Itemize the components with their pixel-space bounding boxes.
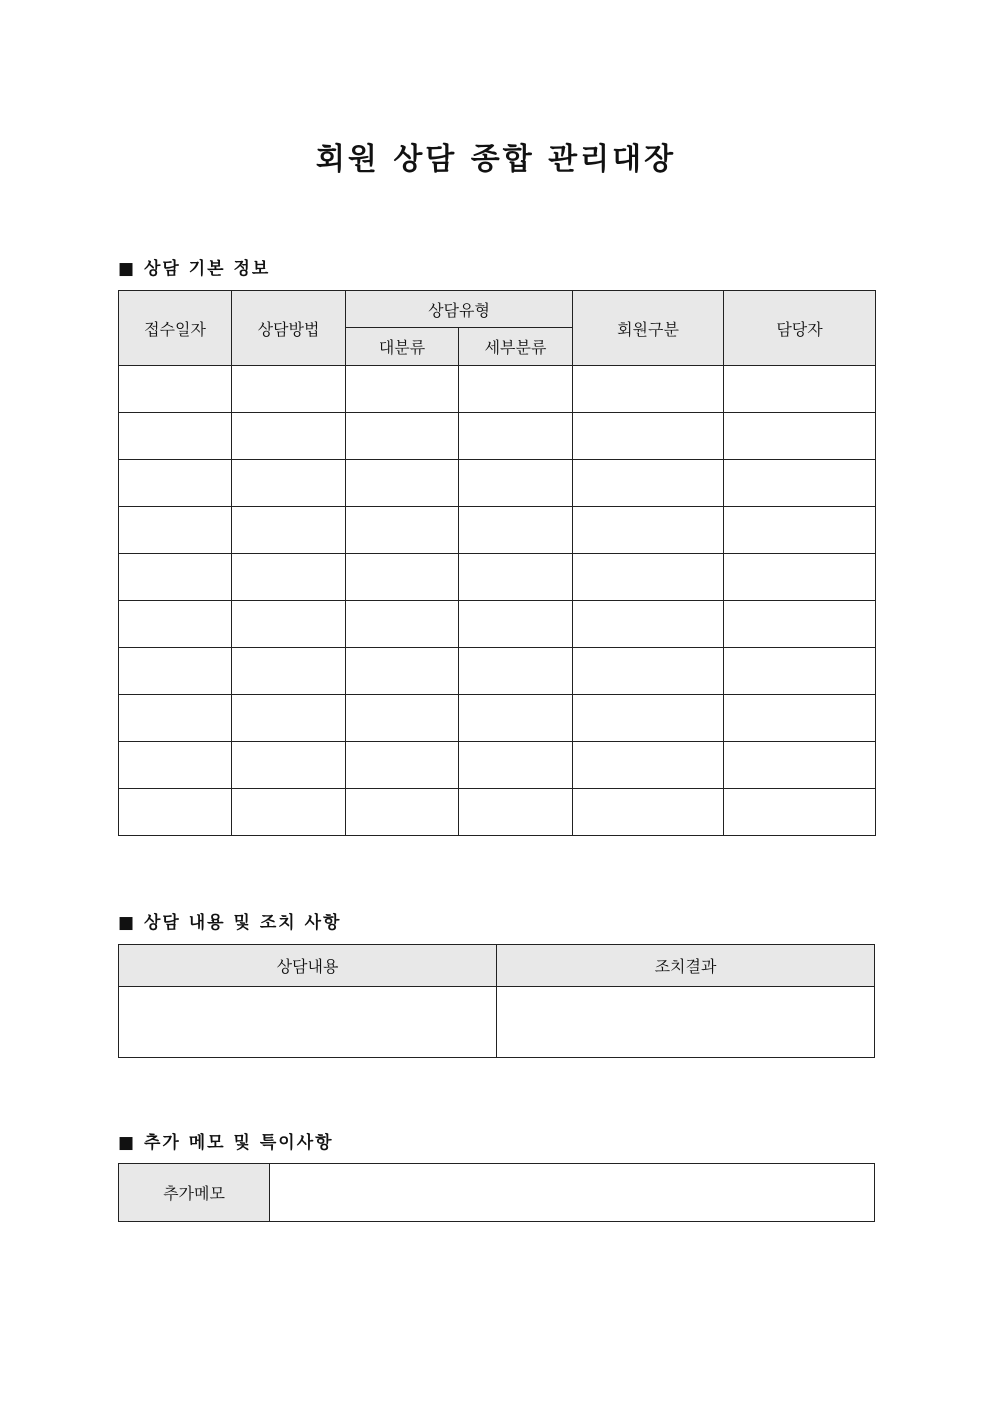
table-cell[interactable] — [459, 554, 573, 601]
table-cell[interactable] — [232, 789, 346, 836]
page-title: 회원 상담 종합 관리대장 — [315, 142, 677, 177]
table-cell[interactable] — [724, 366, 876, 413]
table-row — [119, 742, 876, 789]
table-cell[interactable] — [724, 742, 876, 789]
table-cell[interactable] — [346, 460, 459, 507]
table-cell[interactable] — [459, 460, 573, 507]
table-cell[interactable] — [232, 554, 346, 601]
header-method: 상담방법 — [232, 291, 346, 366]
table-cell[interactable] — [459, 507, 573, 554]
table-cell[interactable] — [573, 366, 724, 413]
table-row — [119, 413, 876, 460]
content-cell[interactable] — [119, 987, 497, 1058]
table-cell[interactable] — [119, 789, 232, 836]
section-heading-basic-info: ■ 상담 기본 정보 — [118, 259, 271, 279]
table-cell[interactable] — [724, 413, 876, 460]
table-cell[interactable] — [232, 366, 346, 413]
table-cell[interactable] — [119, 742, 232, 789]
table-cell[interactable] — [346, 742, 459, 789]
table-cell[interactable] — [119, 460, 232, 507]
table-cell[interactable] — [459, 789, 573, 836]
table-cell[interactable] — [573, 413, 724, 460]
content-table — [118, 944, 875, 1058]
table-row — [119, 601, 876, 648]
table-cell[interactable] — [724, 648, 876, 695]
table-cell[interactable] — [459, 648, 573, 695]
table-cell[interactable] — [232, 601, 346, 648]
table-cell[interactable] — [573, 695, 724, 742]
table-cell[interactable] — [119, 695, 232, 742]
table-row — [119, 460, 876, 507]
table-cell[interactable] — [724, 789, 876, 836]
table-cell[interactable] — [459, 695, 573, 742]
table-cell[interactable] — [119, 554, 232, 601]
header-minor: 세부분류 — [459, 328, 573, 366]
header-type: 상담유형 — [346, 291, 573, 328]
table-cell[interactable] — [346, 601, 459, 648]
table-cell[interactable] — [119, 601, 232, 648]
table-cell[interactable] — [119, 507, 232, 554]
table-cell[interactable] — [573, 507, 724, 554]
table-cell[interactable] — [573, 742, 724, 789]
header-staff: 담당자 — [724, 291, 876, 366]
table-cell[interactable] — [573, 789, 724, 836]
table-row — [119, 507, 876, 554]
table-cell[interactable] — [232, 648, 346, 695]
table-row — [119, 789, 876, 836]
table-cell[interactable] — [119, 648, 232, 695]
table-cell[interactable] — [459, 601, 573, 648]
result-cell[interactable] — [497, 987, 875, 1058]
table-row — [119, 366, 876, 413]
section-heading-content: ■ 상담 내용 및 조치 사항 — [118, 913, 342, 933]
table-cell[interactable] — [724, 507, 876, 554]
table-cell[interactable] — [459, 366, 573, 413]
table-cell[interactable] — [232, 460, 346, 507]
header-date: 접수일자 — [119, 291, 232, 366]
memo-table — [118, 1163, 875, 1222]
table-cell[interactable] — [573, 554, 724, 601]
memo-cell[interactable] — [270, 1164, 875, 1222]
table-row — [119, 648, 876, 695]
table-cell[interactable] — [119, 413, 232, 460]
header-member: 회원구분 — [573, 291, 724, 366]
table-cell[interactable] — [232, 695, 346, 742]
table-cell[interactable] — [724, 695, 876, 742]
table-cell[interactable] — [346, 789, 459, 836]
table-cell[interactable] — [346, 554, 459, 601]
table-cell[interactable] — [346, 507, 459, 554]
table-cell[interactable] — [346, 648, 459, 695]
memo-label: 추가메모 — [119, 1164, 270, 1222]
table-cell[interactable] — [232, 742, 346, 789]
table-cell[interactable] — [724, 601, 876, 648]
table-cell[interactable] — [459, 742, 573, 789]
table-cell[interactable] — [724, 460, 876, 507]
table-cell[interactable] — [724, 554, 876, 601]
header-content: 상담내용 — [119, 945, 497, 987]
table-row — [119, 554, 876, 601]
table-cell[interactable] — [346, 413, 459, 460]
table-cell[interactable] — [232, 507, 346, 554]
table-cell[interactable] — [459, 413, 573, 460]
table-cell[interactable] — [573, 460, 724, 507]
table-cell[interactable] — [119, 366, 232, 413]
table-cell[interactable] — [573, 601, 724, 648]
section-heading-memo: ■ 추가 메모 및 특이사항 — [118, 1133, 334, 1153]
header-major: 대분류 — [346, 328, 459, 366]
table-cell[interactable] — [232, 413, 346, 460]
header-result: 조치결과 — [497, 945, 875, 987]
table-cell[interactable] — [346, 366, 459, 413]
basic-info-table — [118, 290, 876, 836]
table-cell[interactable] — [573, 648, 724, 695]
table-cell[interactable] — [346, 695, 459, 742]
table-row — [119, 695, 876, 742]
